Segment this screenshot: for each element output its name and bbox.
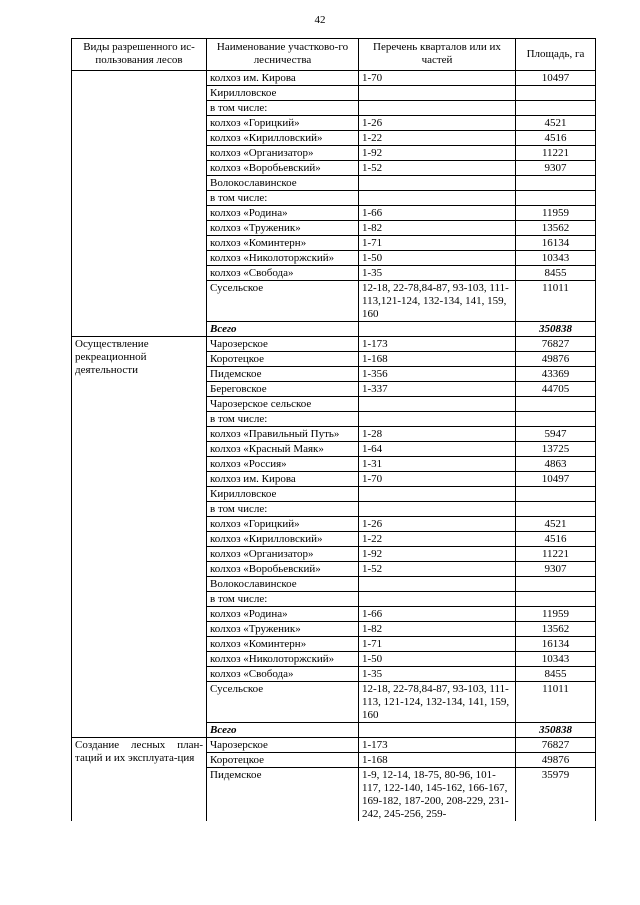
cell-block-list: 1-35: [359, 667, 516, 682]
cell-block-list: [359, 592, 516, 607]
cell-area: 11959: [516, 206, 596, 221]
cell-forestry-name: колхоз «Николоторжский»: [207, 251, 359, 266]
cell-use-type: Создание лесных план-таций и их эксплуата-ция: [72, 738, 207, 822]
cell-area: 13562: [516, 221, 596, 236]
cell-area: 10497: [516, 472, 596, 487]
cell-area: 4521: [516, 517, 596, 532]
cell-forestry-name: Пидемское: [207, 367, 359, 382]
cell-area: 5947: [516, 427, 596, 442]
cell-forestry-name: колхоз «Родина»: [207, 607, 359, 622]
cell-forestry-name: в том числе:: [207, 412, 359, 427]
cell-area: 10343: [516, 251, 596, 266]
cell-area: 4863: [516, 457, 596, 472]
cell-area: [516, 487, 596, 502]
cell-block-list: [359, 191, 516, 206]
cell-block-list: 1-70: [359, 472, 516, 487]
cell-forestry-name: колхоз «Кирилловский»: [207, 532, 359, 547]
cell-forestry-name: колхоз «Труженик»: [207, 622, 359, 637]
cell-area: [516, 412, 596, 427]
cell-forestry-name: колхоз «Родина»: [207, 206, 359, 221]
cell-area: 8455: [516, 667, 596, 682]
cell-area: 49876: [516, 753, 596, 768]
cell-area: [516, 191, 596, 206]
cell-block-list: 1-52: [359, 562, 516, 577]
cell-area: 11221: [516, 146, 596, 161]
cell-forestry-name: Всего: [207, 322, 359, 337]
cell-block-list: 1-66: [359, 206, 516, 221]
cell-forestry-name: колхоз «Коминтерн»: [207, 236, 359, 251]
cell-forestry-name: Пидемское: [207, 768, 359, 822]
cell-area: 76827: [516, 337, 596, 352]
cell-block-list: 1-50: [359, 652, 516, 667]
cell-area: 350838: [516, 723, 596, 738]
cell-forestry-name: Сусельское: [207, 682, 359, 723]
cell-area: 44705: [516, 382, 596, 397]
cell-forestry-name: в том числе:: [207, 101, 359, 116]
cell-block-list: [359, 487, 516, 502]
cell-block-list: 12-18, 22-78,84-87, 93-103, 111-113, 121-124, 132-134, 141, 159, 160: [359, 682, 516, 723]
cell-area: [516, 502, 596, 517]
header-area: Площадь, га: [516, 39, 596, 71]
cell-block-list: [359, 577, 516, 592]
cell-area: [516, 101, 596, 116]
cell-block-list: 1-71: [359, 236, 516, 251]
cell-forestry-name: Всего: [207, 723, 359, 738]
cell-use-type: Осуществление рекреационной деятельности: [72, 337, 207, 738]
cell-block-list: [359, 412, 516, 427]
cell-block-list: 1-168: [359, 753, 516, 768]
cell-block-list: 1-9, 12-14, 18-75, 80-96, 101-117, 122-140, 145-162, 166-167, 169-182, 187-200, 208-229, 231-242, 245-256, 259-: [359, 768, 516, 822]
cell-forestry-name: колхоз им. Кирова: [207, 472, 359, 487]
cell-block-list: 1-66: [359, 607, 516, 622]
cell-block-list: 1-356: [359, 367, 516, 382]
cell-area: 16134: [516, 637, 596, 652]
cell-area: 9307: [516, 562, 596, 577]
cell-area: 10343: [516, 652, 596, 667]
cell-area: 4516: [516, 131, 596, 146]
cell-forestry-name: Береговское: [207, 382, 359, 397]
forest-use-table: [71, 38, 596, 821]
cell-area: 11011: [516, 682, 596, 723]
cell-block-list: 1-22: [359, 532, 516, 547]
cell-forestry-name: колхоз «Горицкий»: [207, 517, 359, 532]
cell-area: 13562: [516, 622, 596, 637]
cell-block-list: [359, 176, 516, 191]
cell-block-list: 1-173: [359, 337, 516, 352]
cell-area: 16134: [516, 236, 596, 251]
cell-block-list: 1-337: [359, 382, 516, 397]
cell-block-list: [359, 322, 516, 337]
cell-forestry-name: колхоз «Воробьевский»: [207, 562, 359, 577]
cell-area: 49876: [516, 352, 596, 367]
cell-forestry-name: Сусельское: [207, 281, 359, 322]
cell-block-list: 1-31: [359, 457, 516, 472]
cell-block-list: 1-92: [359, 547, 516, 562]
cell-area: [516, 86, 596, 101]
header-block-list: Перечень кварталов или их частей: [359, 39, 516, 71]
cell-forestry-name: Волокославинское: [207, 176, 359, 191]
cell-area: 11959: [516, 607, 596, 622]
cell-forestry-name: колхоз «Свобода»: [207, 266, 359, 281]
header-forestry-name: Наименование участково-го лесничества: [207, 39, 359, 71]
cell-block-list: 1-92: [359, 146, 516, 161]
cell-forestry-name: колхоз «Красный Маяк»: [207, 442, 359, 457]
cell-block-list: 1-82: [359, 622, 516, 637]
cell-area: [516, 592, 596, 607]
cell-block-list: 1-64: [359, 442, 516, 457]
table-body: [72, 71, 596, 822]
cell-area: 4521: [516, 116, 596, 131]
page-number: 42: [314, 14, 326, 26]
cell-area: 43369: [516, 367, 596, 382]
cell-block-list: 1-26: [359, 116, 516, 131]
cell-block-list: 1-52: [359, 161, 516, 176]
table-header-row: [72, 39, 596, 71]
table-row: [72, 71, 596, 86]
cell-area: 9307: [516, 161, 596, 176]
cell-block-list: 1-168: [359, 352, 516, 367]
cell-forestry-name: колхоз «Кирилловский»: [207, 131, 359, 146]
cell-forestry-name: в том числе:: [207, 502, 359, 517]
cell-block-list: 12-18, 22-78,84-87, 93-103, 111-113,121-124, 132-134, 141, 159, 160: [359, 281, 516, 322]
table-row: [72, 337, 596, 352]
cell-area: 11011: [516, 281, 596, 322]
cell-area: 13725: [516, 442, 596, 457]
cell-area: [516, 176, 596, 191]
cell-area: 35979: [516, 768, 596, 822]
cell-area: [516, 577, 596, 592]
cell-block-list: 1-71: [359, 637, 516, 652]
cell-forestry-name: Волокославинское: [207, 577, 359, 592]
cell-forestry-name: колхоз «Горицкий»: [207, 116, 359, 131]
cell-block-list: [359, 723, 516, 738]
cell-forestry-name: Чарозерское сельское: [207, 397, 359, 412]
cell-block-list: 1-22: [359, 131, 516, 146]
cell-block-list: 1-50: [359, 251, 516, 266]
cell-forestry-name: колхоз «Россия»: [207, 457, 359, 472]
cell-forestry-name: колхоз «Николоторжский»: [207, 652, 359, 667]
cell-block-list: [359, 502, 516, 517]
cell-forestry-name: колхоз «Коминтерн»: [207, 637, 359, 652]
cell-area: 76827: [516, 738, 596, 753]
cell-forestry-name: колхоз «Труженик»: [207, 221, 359, 236]
cell-forestry-name: Чарозерское: [207, 738, 359, 753]
cell-forestry-name: колхоз «Свобода»: [207, 667, 359, 682]
cell-block-list: 1-82: [359, 221, 516, 236]
cell-area: 10497: [516, 71, 596, 86]
cell-forestry-name: в том числе:: [207, 592, 359, 607]
cell-area: 350838: [516, 322, 596, 337]
cell-area: 11221: [516, 547, 596, 562]
cell-forestry-name: в том числе:: [207, 191, 359, 206]
cell-area: 8455: [516, 266, 596, 281]
cell-forestry-name: Коротецкое: [207, 352, 359, 367]
cell-block-list: [359, 86, 516, 101]
cell-forestry-name: Кирилловское: [207, 487, 359, 502]
cell-block-list: 1-35: [359, 266, 516, 281]
header-use-type: Виды разрешенного ис-пользования лесов: [72, 39, 207, 71]
cell-area: 4516: [516, 532, 596, 547]
cell-block-list: [359, 397, 516, 412]
cell-forestry-name: колхоз «Воробьевский»: [207, 161, 359, 176]
cell-block-list: 1-173: [359, 738, 516, 753]
cell-forestry-name: колхоз «Организатор»: [207, 146, 359, 161]
cell-area: [516, 397, 596, 412]
cell-block-list: 1-26: [359, 517, 516, 532]
cell-forestry-name: Чарозерское: [207, 337, 359, 352]
cell-block-list: [359, 101, 516, 116]
cell-use-type: [72, 71, 207, 337]
cell-block-list: 1-70: [359, 71, 516, 86]
cell-forestry-name: колхоз «Организатор»: [207, 547, 359, 562]
cell-forestry-name: Коротецкое: [207, 753, 359, 768]
cell-forestry-name: колхоз им. Кирова: [207, 71, 359, 86]
cell-forestry-name: Кирилловское: [207, 86, 359, 101]
cell-forestry-name: колхоз «Правильный Путь»: [207, 427, 359, 442]
table-row: [72, 738, 596, 753]
cell-block-list: 1-28: [359, 427, 516, 442]
